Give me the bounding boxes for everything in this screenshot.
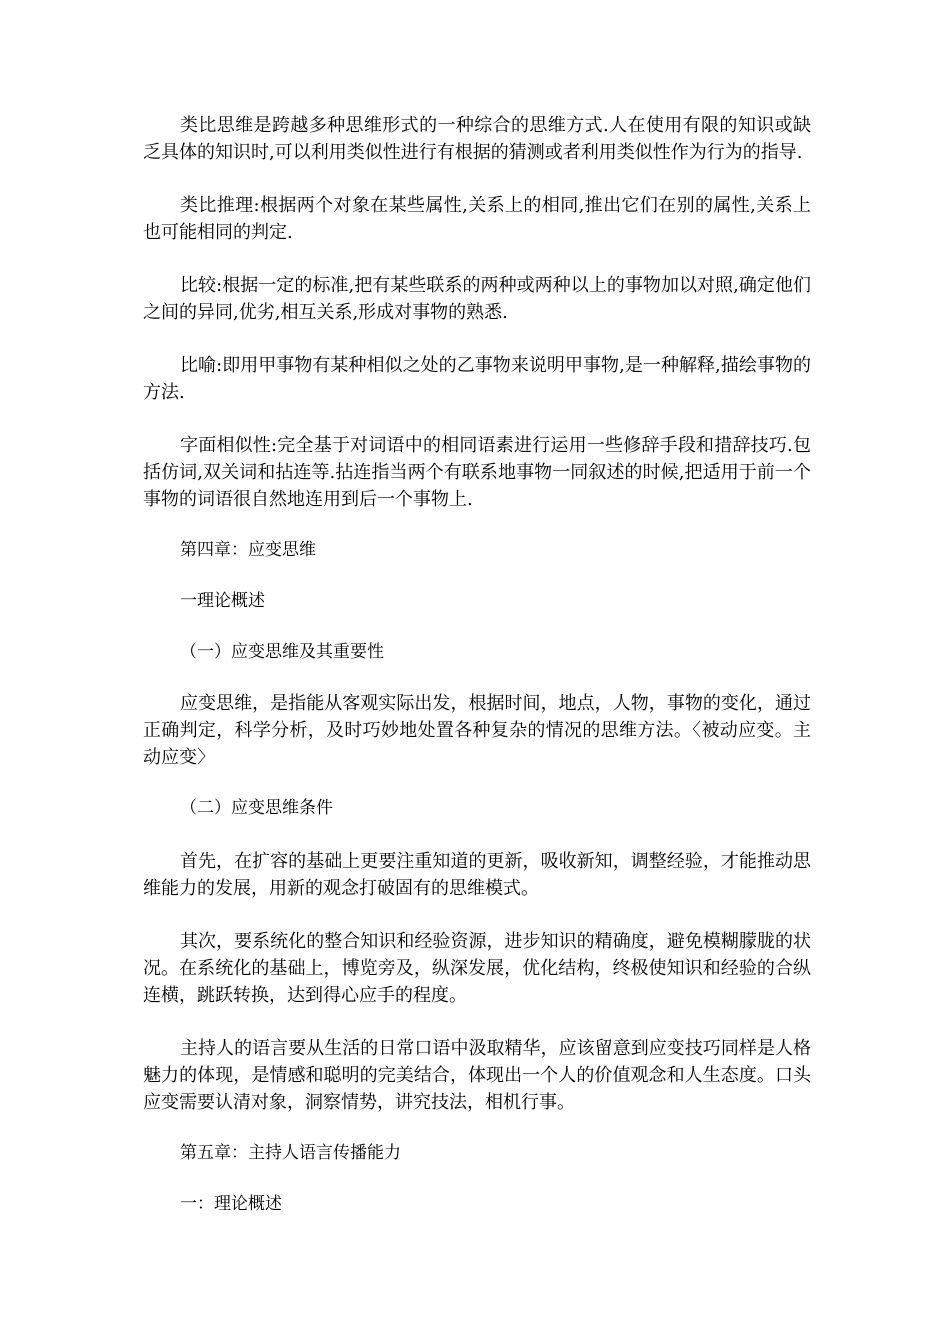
- theory-overview-heading: 一理论概述: [180, 591, 265, 611]
- paragraph-second: 其次，要系统化的整合知识和经验资源，进步知识的精确度，避免模糊朦胧的状况。在系统化的基础上，博览旁及，纵深发展，优化结构，终极使知识和经验的合纵连横，跳跃转换，达到得心应手的程度。: [143, 931, 811, 1006]
- paragraph-metaphor: 比喻:即用甲事物有某种相似之处的乙事物来说明甲事物,是一种解释,描绘事物的方法.: [143, 355, 811, 403]
- paragraph-analogy-reasoning: 类比推理:根据两个对象在某些属性,关系上的相同,推出它们在别的属性,关系上也可能相同的判定.: [143, 195, 811, 243]
- chapter-4-heading: 第四章：应变思维: [180, 540, 316, 560]
- paragraph-analogy-thinking: 类比思维是跨越多种思维形式的一种综合的思维方式.人在使用有限的知识或缺乏具体的知识时,可以利用类似性进行有根据的猜测或者利用类似性作为行为的指导.: [143, 115, 811, 163]
- paragraph-adaptive-thinking: 应变思维，是指能从客观实际出发，根据时间，地点，人物，事物的变化，通过正确判定，科学分析，及时巧妙地处置各种复杂的情况的思维方法。〈被动应变。主动应变〉: [143, 693, 811, 768]
- theory-overview-heading-2: 一：理论概述: [180, 1194, 282, 1214]
- paragraph-comparison: 比较:根据一定的标准,把有某些联系的两种或两种以上的事物加以对照,确定他们之间的异同,优劣,相互关系,形成对事物的熟悉.: [143, 275, 811, 323]
- chapter-5-heading: 第五章：主持人语言传播能力: [180, 1143, 401, 1163]
- subsection-2-heading: （二）应变思维条件: [180, 798, 333, 818]
- paragraph-first: 首先，在扩容的基础上更要注重知道的更新，吸收新知，调整经验，才能推动思维能力的发展，用新的观念打破固有的思维模式。: [143, 851, 811, 899]
- paragraph-literal-similarity: 字面相似性:完全基于对词语中的相同语素进行运用一些修辞手段和措辞技巧.包括仿词,双关词和拈连等.拈连指当两个有联系地事物一同叙述的时候,把适用于前一个事物的词语很自然地连用到后一个事物上.: [143, 435, 811, 510]
- paragraph-host-language: 主持人的语言要从生活的日常口语中汲取精华，应该留意到应变技巧同样是人格魅力的体现，是情感和聪明的完美结合，体现出一个人的价值观念和人生态度。口头应变需要认清对象，洞察情势，讲究技法，相机行事。: [143, 1038, 811, 1113]
- document-page: [143, 112, 811, 1218]
- subsection-1-heading: （一）应变思维及其重要性: [180, 642, 384, 662]
